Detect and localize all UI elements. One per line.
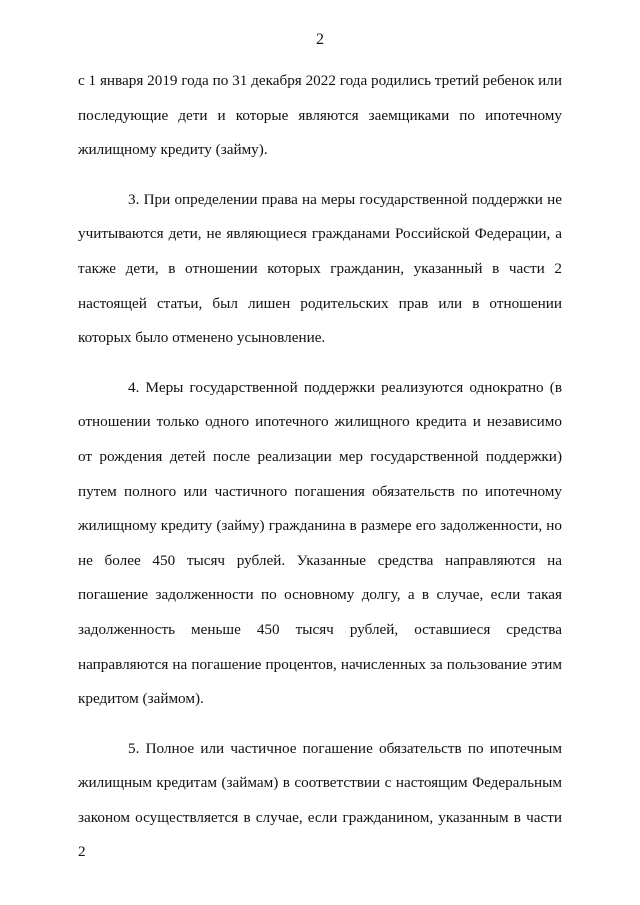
page-number: 2 bbox=[316, 31, 324, 48]
paragraph-clause-4: 4. Меры государственной поддержки реализуются однократно (в отношении только одного ипотечного жилищного кредита и независимо от рождения детей после реализации мер государственной поддержки) путем полного или частичного погашения обязательств по ипотечному жилищному кредиту (займу) гражданина в размере его задолженности, но не более 450 тысяч рублей. Указанные средства направляются на погашение задолженности по основному долгу, а в случае, если такая задолженность меньше 450 тысяч рублей, оставшиеся средства направляются на погашение процентов, начисленных за пользование этим кредитом (займом). bbox=[78, 378, 562, 708]
document-body bbox=[78, 64, 562, 870]
paragraph-clause-3: 3. При определении права на меры государственной поддержки не учитываются дети, не являющиеся гражданами Российской Федерации, а также дети, в отношении которых гражданин, указанный в части 2 настоящей статьи, был лишен родительских прав или в отношении которых было отменено усыновление. bbox=[78, 190, 562, 347]
paragraph-continuation: с 1 января 2019 года по 31 декабря 2022 года родились третий ребенок или последующие дети и которые являются заемщиками по ипотечному жилищному кредиту (займу). bbox=[78, 72, 562, 159]
paragraph-clause-5: 5. Полное или частичное погашение обязательств по ипотечным жилищным кредитам (займам) в соответствии с настоящим Федеральным законом осуществляется в случае, если гражданином, указанным в части 2 bbox=[78, 739, 562, 861]
